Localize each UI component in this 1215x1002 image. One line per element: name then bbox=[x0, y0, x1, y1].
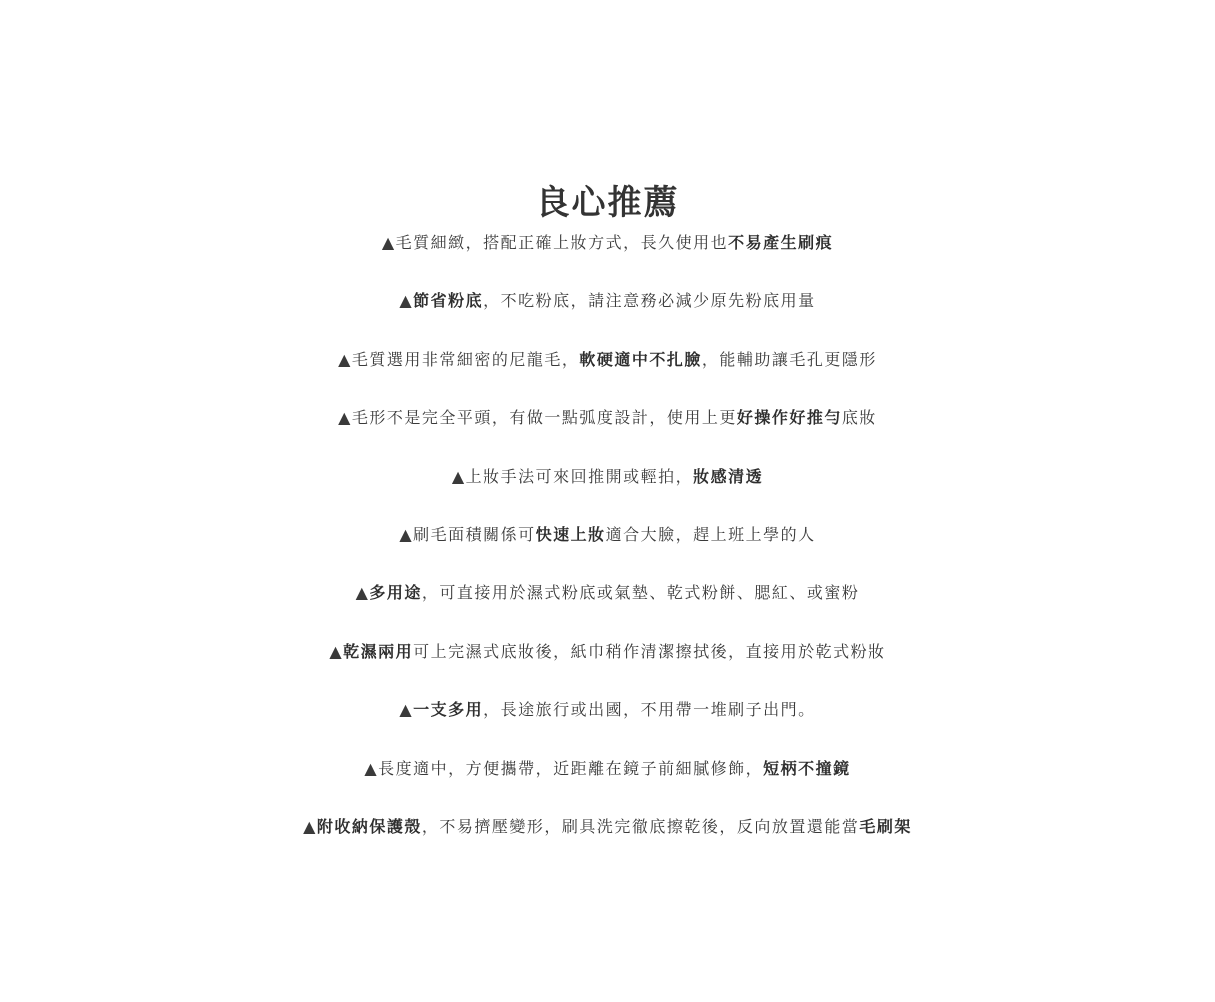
item-highlight: 快速上妝 bbox=[535, 524, 606, 544]
item-text: ，長途旅行或出國，不用帶一堆刷子出門。 bbox=[483, 700, 816, 720]
item-highlight: 附收納保護殼 bbox=[316, 816, 422, 836]
list-item bbox=[0, 221, 1215, 279]
item-highlight: 毛刷架 bbox=[859, 816, 912, 836]
item-text: 可上完濕式底妝後，紙巾稍作清潔擦拭後，直接用於乾式粉妝 bbox=[413, 641, 886, 661]
list-item bbox=[0, 455, 1215, 513]
item-highlight: 不易產生刷痕 bbox=[728, 233, 834, 252]
list-item bbox=[0, 338, 1215, 396]
item-text: ，不易擠壓變形，刷具洗完徹底擦乾後，反向放置還能當 bbox=[421, 816, 860, 836]
item-text: ▲毛形不是完全平頭，有做一點弧度設計，使用上更 bbox=[338, 408, 737, 428]
page-title: 良心推薦 bbox=[535, 182, 680, 223]
item-text: ▲ bbox=[303, 816, 317, 836]
item-text: ▲上妝手法可來回推開或輕拍， bbox=[451, 466, 694, 486]
item-text: ，能輔助讓毛孔更隱形 bbox=[701, 349, 877, 369]
item-highlight: 一支多用 bbox=[413, 700, 484, 720]
list-item bbox=[0, 688, 1215, 746]
list-item bbox=[0, 571, 1215, 629]
item-highlight: 軟硬適中不扎臉 bbox=[579, 349, 702, 369]
list-item bbox=[0, 396, 1215, 454]
item-text: ▲毛質細緻，搭配正確上妝方式，長久使用也 bbox=[381, 233, 729, 252]
list-item bbox=[0, 630, 1215, 688]
item-highlight: 乾濕兩用 bbox=[343, 641, 414, 661]
item-highlight: 妝感清透 bbox=[693, 466, 764, 486]
list-item bbox=[0, 805, 1215, 863]
item-text: ▲長度適中，方便攜帶，近距離在鏡子前細膩修飾， bbox=[364, 758, 764, 778]
item-text: ▲刷毛面積關係可 bbox=[399, 524, 536, 544]
item-highlight: 短柄不撞鏡 bbox=[763, 758, 851, 778]
item-text: ▲ bbox=[399, 291, 414, 311]
item-text: ▲ bbox=[329, 641, 344, 661]
item-text: ，可直接用於濕式粉底或氣墊、乾式粉餅、腮紅、或蜜粉 bbox=[421, 583, 860, 603]
item-text: ▲毛質選用非常細密的尼龍毛， bbox=[338, 349, 580, 369]
list-item bbox=[0, 279, 1215, 337]
item-text: 適合大臉，趕上班上學的人 bbox=[605, 524, 816, 544]
item-highlight: 多用途 bbox=[369, 583, 422, 603]
item-highlight: 節省粉底 bbox=[413, 291, 484, 311]
item-text: ▲ bbox=[399, 700, 414, 720]
item-text: ，不吃粉底，請注意務必減少原先粉底用量 bbox=[483, 291, 816, 311]
list-item bbox=[0, 747, 1215, 805]
item-text: ▲ bbox=[355, 583, 370, 603]
item-highlight: 好操作好推勻 bbox=[736, 408, 842, 428]
list-item bbox=[0, 513, 1215, 571]
item-text: 底妝 bbox=[841, 408, 877, 428]
feature-list bbox=[0, 221, 1215, 863]
